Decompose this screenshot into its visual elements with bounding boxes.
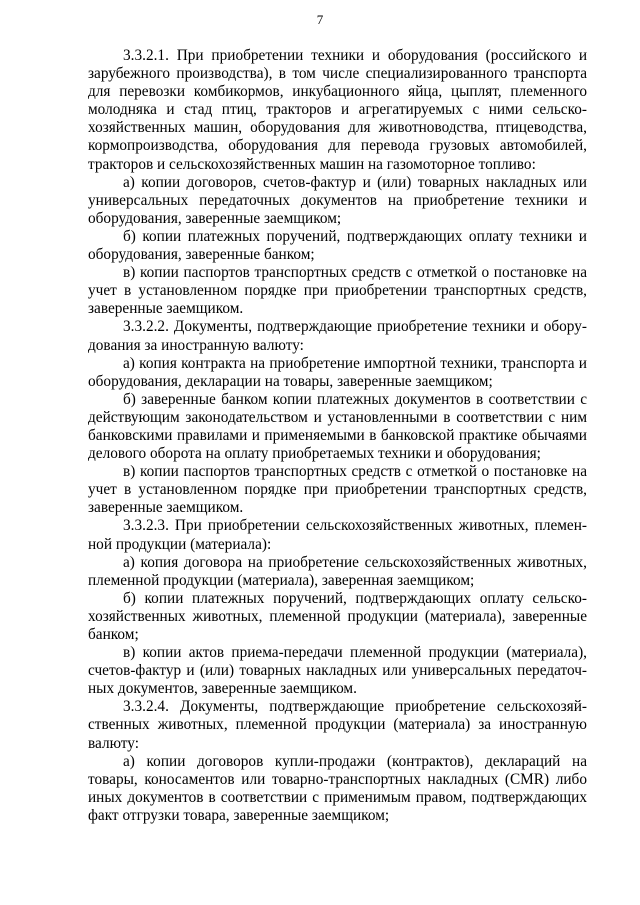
list-item-a: а) копия контракта на приобретение импортной техники, транспорта и оборудования, декларации на товары, заверенные заемщиком; [88,354,587,390]
list-item-a: а) копии договоров купли-продажи (контрактов), деклараций на товары, коносаментов или товарно-транспортных накладных (CMR) либо иных документов в соответствии с применимым правом, подтверждающих факт отгрузки товара, заверенные заемщиком; [88,752,587,824]
paragraph-3-3-2-1: 3.3.2.1. При приобретении техники и оборудования (российского и зарубежного производства), в том числе специализированного транспорта для перевозки комбикормов, инкубационного яйца, цыплят, племенного молодняка и стад птиц, тракторов и агрегатируемых с ними сельско-хозяйственных машин, оборудования для животноводства, птицеводства, кормопроизводства, оборудования для перевода грузовых автомобилей, тракторов и сельскохозяйственных машин на газомоторное топливо: [88,47,587,173]
paragraph-3-3-2-3: 3.3.2.3. При приобретении сельскохозяйственных животных, племен-ной продукции (материала): [88,517,587,553]
list-item-v: в) копии актов приема-передачи племенной продукции (материала), счетов-фактур и (или) товарных накладных или универсальных передаточ-ных документов, заверенные заемщиком. [88,644,587,698]
list-item-b: б) заверенные банком копии платежных документов в соответствии с действующим законодательством и установленными в соответствии с ним банковскими правилами и применяемыми в банковской практике обычаями делового оборота на оплату приобретаемых техники и оборудования; [88,390,587,463]
document-body [88,47,587,825]
paragraph-3-3-2-4: 3.3.2.4. Документы, подтверждающие приобретение сельскохозяй-ственных животных, племенной продукции (материала) за иностранную валюту: [88,698,587,752]
list-item-v: в) копии паспортов транспортных средств с отметкой о постановке на учет в установленном порядке при приобретении транспортных средств, заверенные заемщиком. [88,264,587,318]
paragraph-3-3-2-2: 3.3.2.2. Документы, подтверждающие приобретение техники и обору-дования за иностранную валюту: [88,318,587,354]
list-item-v: в) копии паспортов транспортных средств с отметкой о постановке на учет в установленном порядке при приобретении транспортных средств, заверенные заемщиком. [88,463,587,517]
list-item-b: б) копии платежных поручений, подтверждающих оплату сельско-хозяйственных животных, племенной продукции (материала), заверенные банком; [88,589,587,643]
page-number: 7 [316,12,324,27]
list-item-a: а) копия договора на приобретение сельскохозяйственных животных, племенной продукции (материала), заверенная заемщиком; [88,553,587,589]
list-item-a: а) копии договоров, счетов-фактур и (или) товарных накладных или универсальных передаточных документов на приобретение техники и оборудования, заверенные заемщиком; [88,173,587,227]
list-item-b: б) копии платежных поручений, подтверждающих оплату техники и оборудования, заверенные банком; [88,227,587,264]
